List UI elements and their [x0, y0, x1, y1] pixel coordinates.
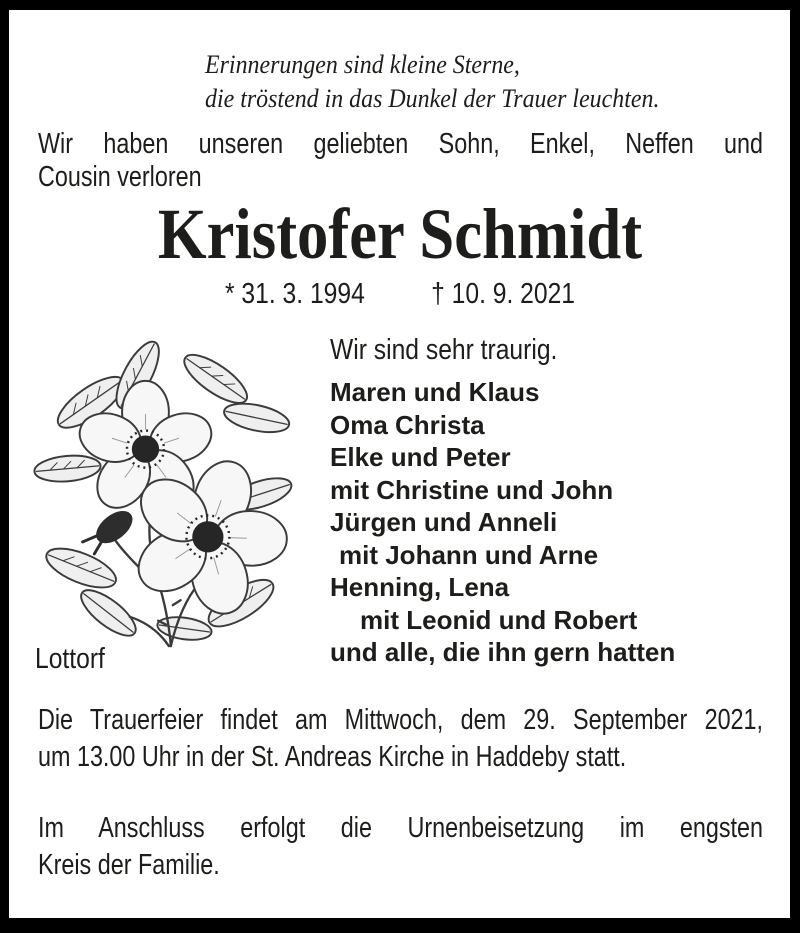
funeral-paragraph	[38, 702, 763, 776]
leaf-icon	[41, 541, 121, 596]
epigraph	[205, 48, 659, 116]
deceased-name: Kristofer Schmidt	[157, 194, 643, 274]
leaf-icon	[74, 583, 142, 644]
rosebud	[80, 505, 137, 557]
mourner-line: und alle, die ihn gern hatten	[330, 637, 676, 667]
condolence-lead: Wir sind sehr traurig.	[330, 334, 558, 366]
burial-line-1: Im Anschluss erfolgt die Urnenbeisetzung im engsten	[38, 812, 764, 844]
funeral-line-2: um 13.00 Uhr in der St. Andreas Kirche in Haddeby statt.	[38, 741, 627, 773]
place-name: Lottorf	[35, 643, 105, 675]
frame-bottom	[0, 918, 800, 933]
leaf-icon	[177, 346, 253, 411]
mourner-line: Elke und Peter	[330, 442, 511, 472]
mourners-list	[330, 376, 675, 669]
mourner-line: Oma Christa	[330, 409, 485, 440]
death-date: † 10. 9. 2021	[431, 278, 576, 310]
intro-paragraph	[38, 128, 763, 194]
mourner-line: mit Christine und John	[330, 474, 614, 505]
epigraph-line-2: die tröstend in das Dunkel der Trauer leuchten.	[205, 84, 660, 113]
mourner-line: Jürgen und Anneli	[330, 507, 558, 537]
frame-right	[790, 0, 800, 933]
flower-center	[132, 435, 159, 462]
epigraph-line-1: Erinnerungen sind kleine Sterne,	[205, 50, 520, 79]
leaf-icon	[222, 399, 292, 438]
mourner-line: mit Johann und Arne	[339, 539, 599, 570]
leaf-icon	[33, 453, 101, 484]
frame-left	[0, 0, 9, 933]
burial-paragraph	[38, 810, 763, 884]
flower-center	[192, 521, 223, 552]
frame-top	[0, 0, 800, 10]
funeral-line-1: Die Trauerfeier findet am Mittwoch, dem 29. September 2021,	[38, 704, 764, 736]
intro-line-2: Cousin verloren	[38, 161, 202, 193]
life-dates	[60, 278, 740, 311]
intro-line-1: Wir haben unseren geliebten Sohn, Enkel, Neffen und	[38, 128, 764, 160]
mourner-line: Henning, Lena	[330, 572, 510, 602]
birth-date: * 31. 3. 1994	[224, 278, 365, 310]
rose-illustration	[28, 336, 300, 648]
mourner-line: Maren und Klaus	[330, 377, 540, 407]
burial-line-2: Kreis der Familie.	[38, 849, 220, 881]
mourner-line: mit Leonid und Robert	[360, 604, 638, 635]
